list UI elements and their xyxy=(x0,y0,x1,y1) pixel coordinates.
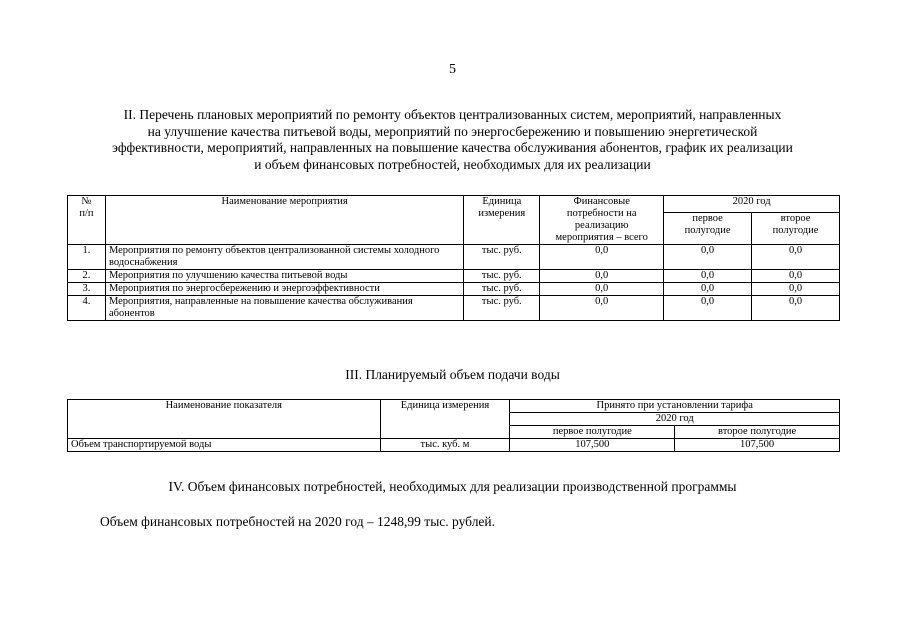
header-accepted: Принято при установлении тарифа xyxy=(510,400,840,413)
header-unit: Единица измерения xyxy=(380,400,510,439)
table-header-row xyxy=(68,400,840,413)
section-2-title-line: эффективности, мероприятий, направленных на повышение качества обслуживания абонентов, график их реализации xyxy=(112,140,793,155)
header-first-half: первое полугодие xyxy=(510,426,675,439)
header-indicator: Наименование показателя xyxy=(68,400,381,439)
header-year: 2020 год xyxy=(510,413,840,426)
table-row: 3. Мероприятия по энергосбережению и энергоэффективности тыс. руб. 0,0 0,0 0,0 xyxy=(68,283,840,296)
page-number: 5 xyxy=(449,62,456,77)
header-name: Наименование мероприятия xyxy=(105,196,463,245)
header-second-half: второе полугодие xyxy=(752,212,840,244)
header-year: 2020 год xyxy=(664,196,840,213)
section-2-title-line: II. Перечень плановых мероприятий по ремонту объектов централизованных систем, мероприятий, направленных xyxy=(123,107,782,122)
section-3-title: III. Планируемый объем подачи воды xyxy=(345,367,560,382)
header-finance: Финансовые потребности на реализацию мероприятия – всего xyxy=(540,196,664,245)
header-first-half: первое полугодие xyxy=(664,212,752,244)
header-unit: Единица измерения xyxy=(464,196,540,245)
financial-summary: Объем финансовых потребностей на 2020 год – 1248,99 тыс. рублей. xyxy=(100,514,496,529)
section-2-title xyxy=(60,107,845,173)
water-volume-table xyxy=(67,399,840,452)
header-second-half: второе полугодие xyxy=(675,426,840,439)
measures-table xyxy=(67,195,840,321)
table-row: 1. Мероприятия по ремонту объектов централизованной системы холодного водоснабжения тыс. руб. 0,0 0,0 0,0 xyxy=(68,245,840,270)
section-2-title-line: и объем финансовых потребностей, необходимых для их реализации xyxy=(254,156,651,172)
section-4-title: IV. Объем финансовых потребностей, необходимых для реализации производственной программы xyxy=(168,479,737,494)
table-row: Объем транспортируемой воды тыс. куб. м 107,500 107,500 xyxy=(68,439,840,452)
table-row: 4. Мероприятия, направленные на повышение качества обслуживания абонентов тыс. руб. 0,0 0,0 0,0 xyxy=(68,296,840,321)
table-header-row xyxy=(68,196,840,213)
table-row: 2. Мероприятия по улучшению качества питьевой воды тыс. руб. 0,0 0,0 0,0 xyxy=(68,270,840,283)
section-2-title-line: на улучшение качества питьевой воды, мероприятий по энергосбережению и повышению энергетической xyxy=(147,123,758,139)
header-num: № п/п xyxy=(68,196,106,245)
